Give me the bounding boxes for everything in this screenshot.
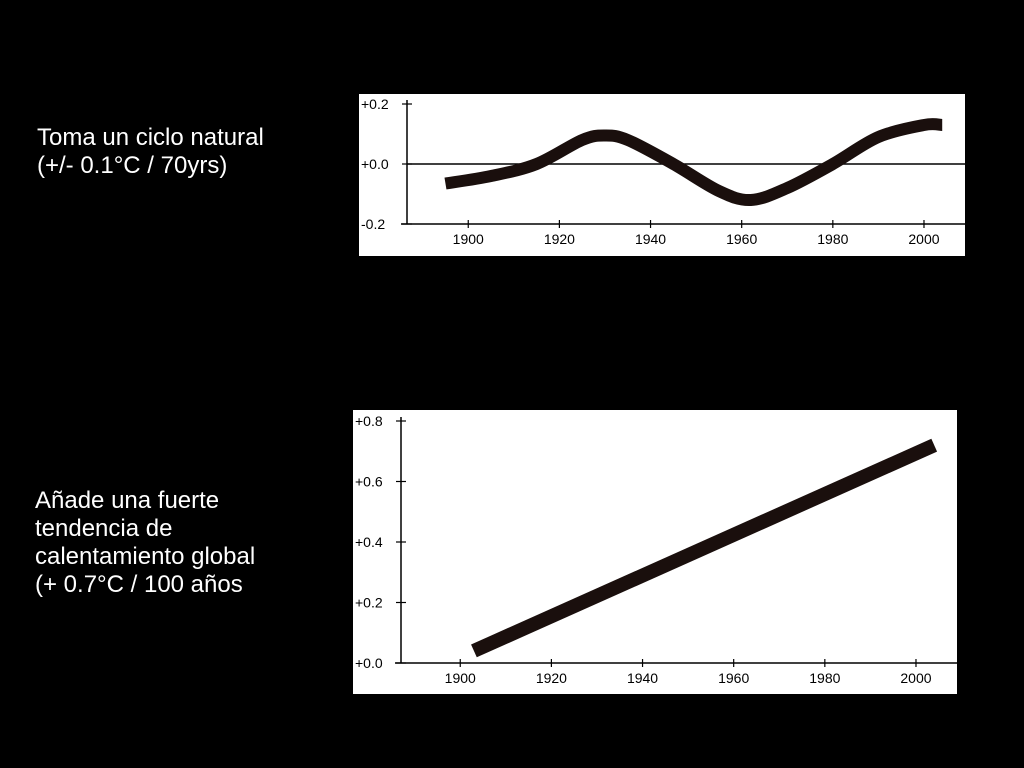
caption-natural-cycle bbox=[37, 124, 264, 180]
natural-cycle-chart bbox=[359, 94, 965, 256]
caption-line: (+/- 0.1°C / 70yrs) bbox=[37, 152, 228, 179]
x-tick-label: 1940 bbox=[626, 670, 659, 686]
y-tick-label: -0.2 bbox=[361, 216, 386, 232]
warming-trend-chart bbox=[353, 410, 957, 694]
x-tick-label: 1920 bbox=[535, 670, 567, 686]
natural-cycle-chart-svg bbox=[359, 94, 965, 256]
x-tick-label: 1920 bbox=[543, 231, 575, 247]
x-tick-label: 1960 bbox=[718, 670, 750, 686]
y-tick-label: +0.0 bbox=[361, 156, 389, 172]
caption-line: Toma un ciclo natural bbox=[37, 124, 264, 151]
y-tick-label: +0.8 bbox=[355, 413, 383, 429]
x-tick-label: 2000 bbox=[900, 670, 932, 686]
series-line bbox=[445, 124, 942, 200]
y-tick-label: +0.2 bbox=[355, 594, 383, 611]
caption-line: calentamiento global bbox=[35, 543, 256, 570]
x-tick-label: 2000 bbox=[908, 231, 940, 247]
x-tick-label: 1980 bbox=[809, 670, 841, 686]
y-tick-label: +0.4 bbox=[355, 534, 383, 550]
x-tick-label: 1900 bbox=[452, 231, 484, 247]
x-tick-label: 1980 bbox=[817, 231, 849, 247]
caption-line: Añade una fuerte bbox=[35, 487, 220, 514]
y-tick-label: +0.6 bbox=[355, 473, 383, 490]
caption-line: (+ 0.7°C / 100 años bbox=[35, 571, 243, 598]
caption-warming-trend bbox=[35, 487, 255, 599]
warming-trend-chart-svg bbox=[353, 410, 957, 694]
caption-line: tendencia de bbox=[35, 515, 173, 542]
x-tick-label: 1940 bbox=[634, 231, 667, 247]
x-tick-label: 1960 bbox=[726, 231, 758, 247]
series-line bbox=[474, 445, 934, 651]
y-tick-label: +0.2 bbox=[361, 96, 389, 112]
x-tick-label: 1900 bbox=[444, 670, 476, 686]
y-tick-label: +0.0 bbox=[355, 655, 383, 671]
